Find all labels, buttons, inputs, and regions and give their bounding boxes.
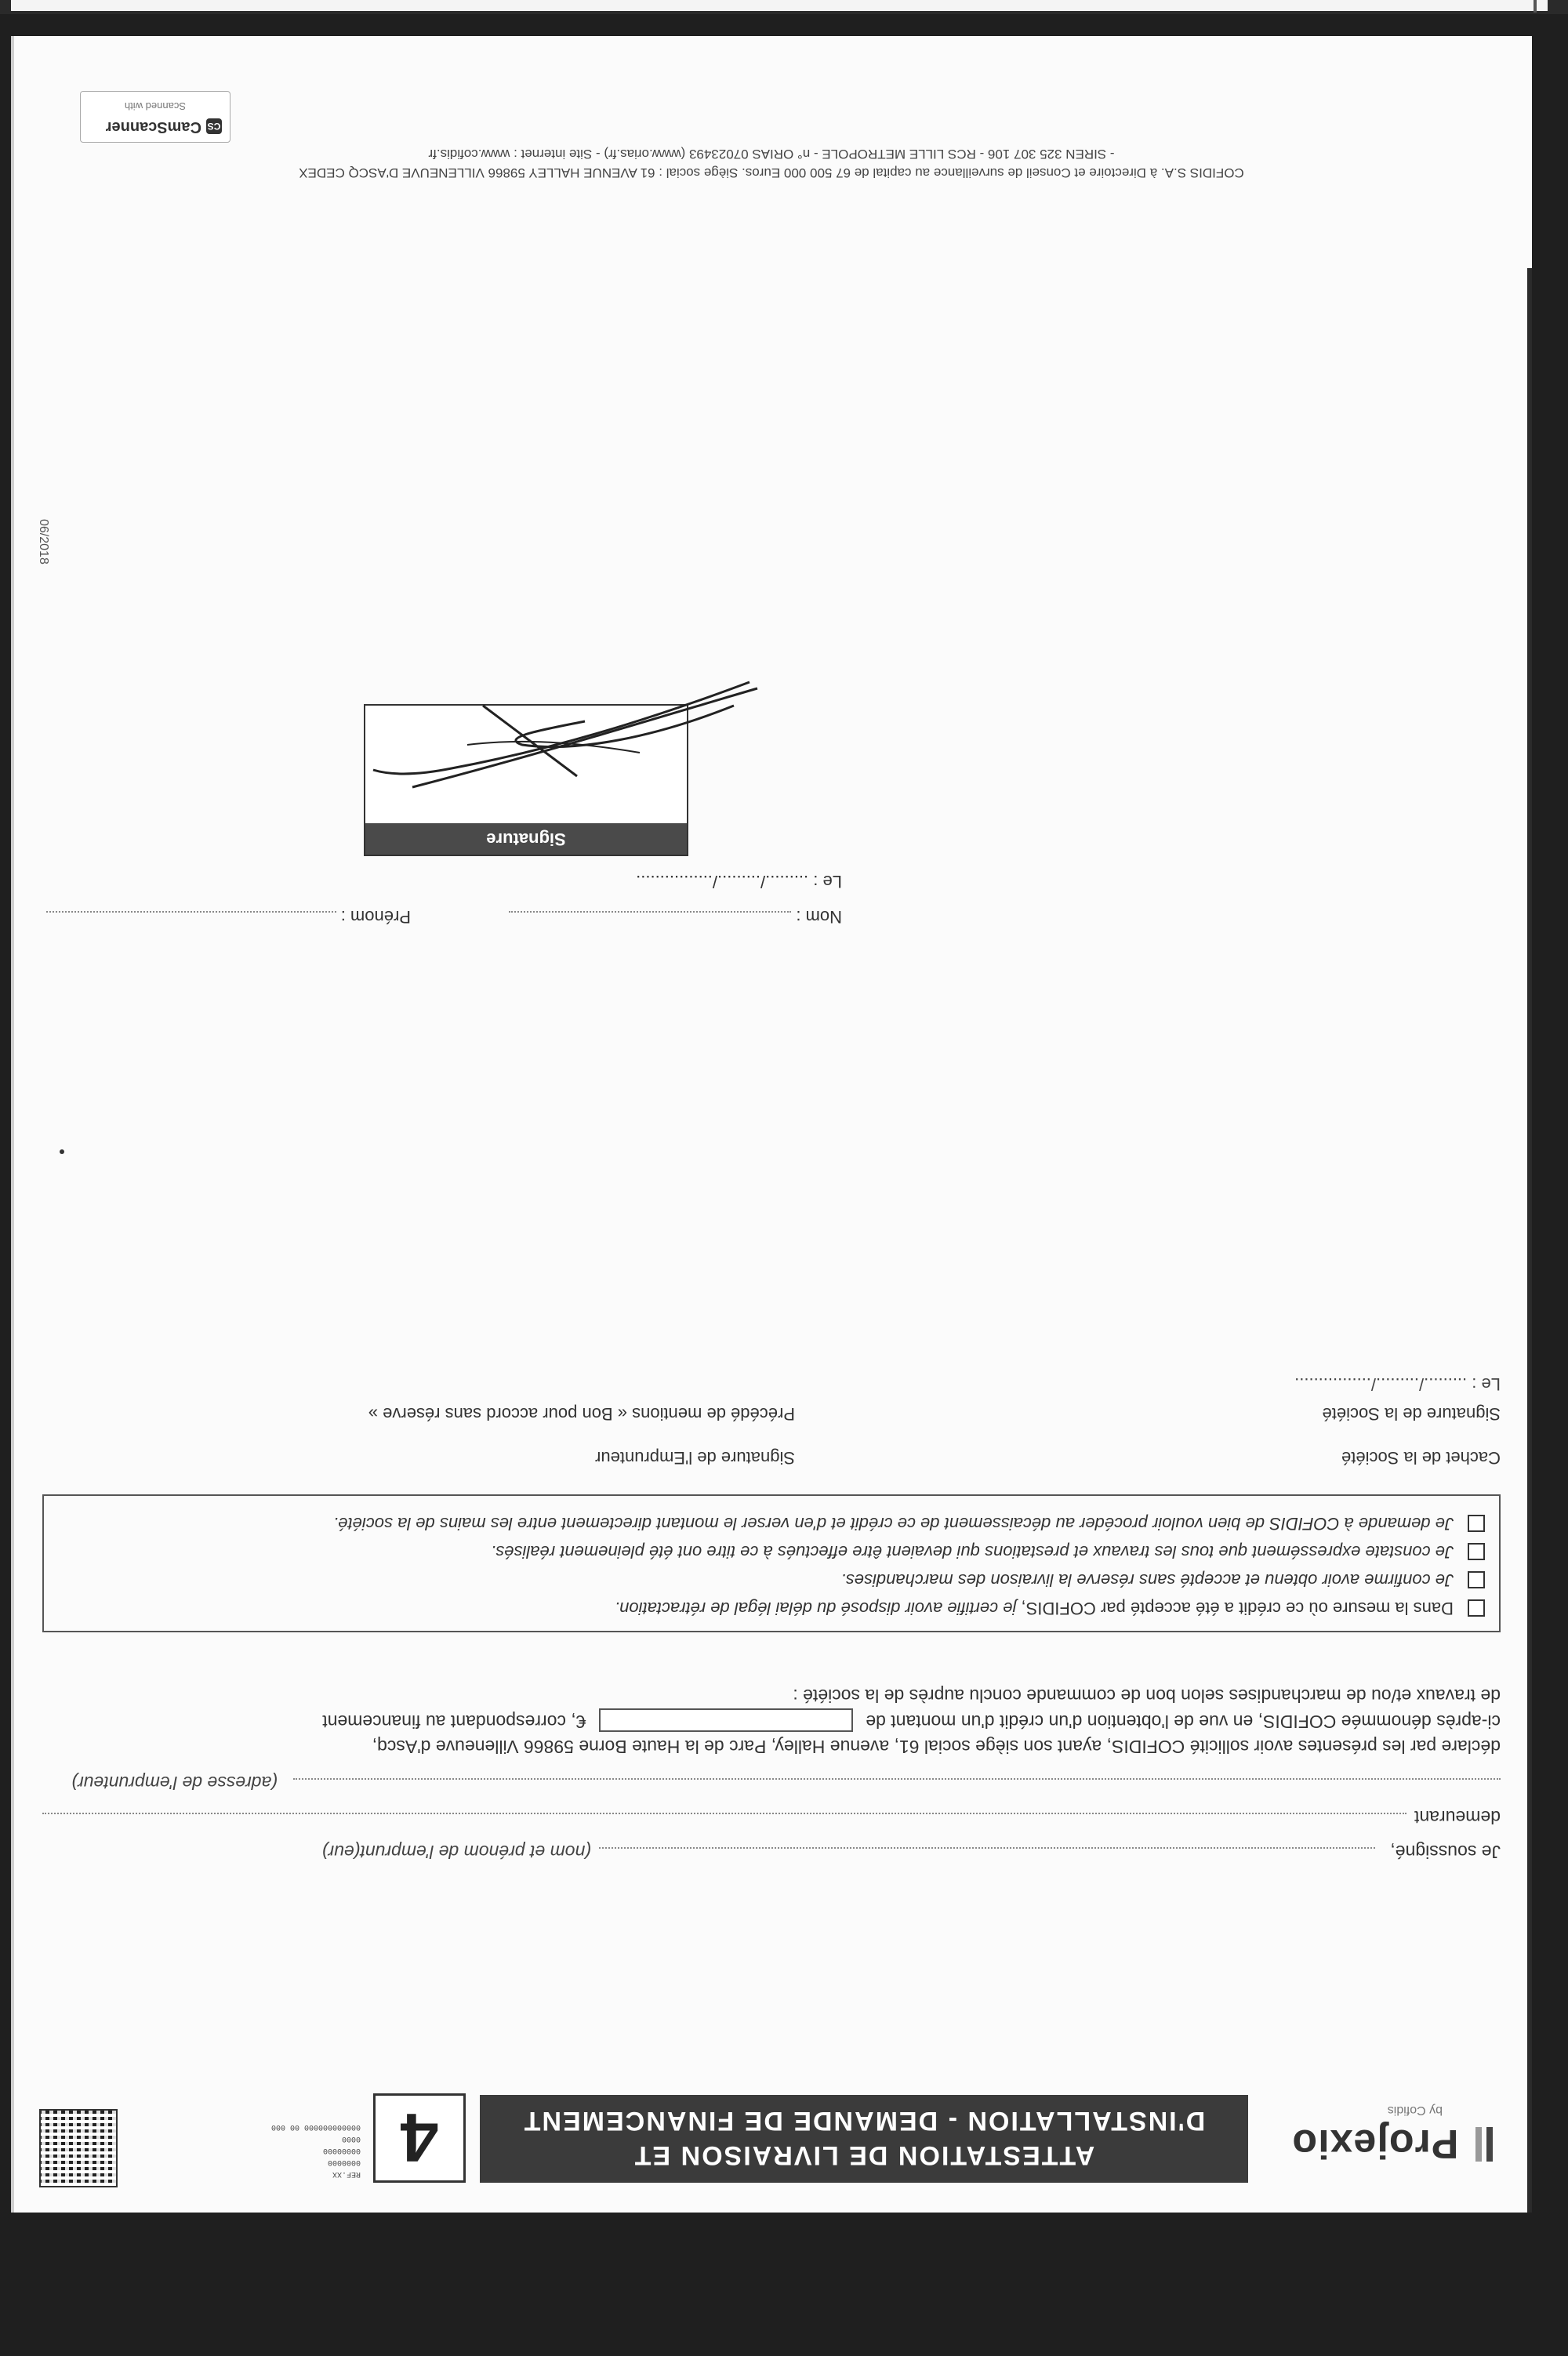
demeurant-label: demeurant	[1414, 1807, 1501, 1828]
demeurant-field[interactable]	[42, 1813, 1406, 1814]
emprunteur-column	[368, 1394, 795, 1468]
checkbox[interactable]	[1468, 1515, 1485, 1532]
check-item-retractation	[58, 1596, 1485, 1620]
camscanner-icon: CS	[206, 118, 222, 134]
declaration-line-2	[42, 1708, 1501, 1734]
handwritten-signature-icon	[342, 674, 781, 862]
reference-codes	[271, 2121, 361, 2180]
check-item-decaissement	[58, 1512, 1485, 1535]
soussigne-row	[42, 1833, 1501, 1868]
cachet-label: Cachet de la Société	[1341, 1448, 1501, 1468]
le-row-2	[636, 871, 842, 891]
mentions-label: Précédé de mentions « Bon pour accord sans réserve »	[368, 1404, 795, 1424]
camscanner-watermark	[80, 91, 230, 143]
signature-box-header: Signature	[365, 823, 687, 855]
ref-line: REF.XX	[332, 2169, 361, 2178]
check-item-livraison	[58, 1568, 1485, 1592]
checkbox[interactable]	[1468, 1599, 1485, 1617]
checkbox[interactable]	[1468, 1543, 1485, 1560]
check-item-text: Je demande à COFIDIS de bien vouloir procéder au décaissement de ce crédit et d'en verser le montant directement entre les mains de la société.	[333, 1514, 1454, 1534]
checkbox[interactable]	[1468, 1571, 1485, 1588]
scan-shadow-edge	[1527, 268, 1532, 2213]
logo-subtitle: by Cofidis	[1387, 2104, 1443, 2117]
declaration-line-1: déclare par les présentes avoir sollicité COFIDIS, ayant son siège social 61, avenue Halley, Parc de la Haute Borne 59866 Villeneuve d'Ascq,	[372, 1737, 1501, 1757]
logo-bar-icon	[1486, 2127, 1493, 2162]
nom-label: Nom :	[796, 907, 842, 927]
date-line	[1294, 1374, 1501, 1394]
check-item-text-italic: je certifie avoir disposé du délai légal de rétractation.	[615, 1599, 1022, 1618]
ref-line: 0000000	[327, 2158, 361, 2166]
le-label: Le :	[813, 872, 842, 891]
title-line-2: D'INSTALLATION - DEMANDE DE FINANCEMENT	[522, 2106, 1206, 2136]
form-number: 4	[400, 2099, 439, 2176]
nom-field[interactable]	[509, 911, 791, 913]
soussigne-label: Je soussigné,	[1390, 1842, 1501, 1862]
check-item-travaux	[58, 1540, 1485, 1563]
signature-box[interactable]	[364, 704, 688, 856]
form-version-date: 06/2018	[37, 519, 50, 564]
adresse-field[interactable]	[293, 1778, 1501, 1780]
check-item-text-roman: Dans la mesure où ce crédit a été accepté par COFIDIS,	[1021, 1599, 1454, 1618]
qr-code-icon	[39, 2109, 118, 2187]
ref-line: 000000000000 00 000	[270, 2122, 361, 2131]
date-blank[interactable]: ........./........./................	[1294, 1374, 1468, 1394]
certification-box	[42, 1494, 1501, 1632]
document-header	[42, 2089, 1501, 2191]
scroll-tick	[1534, 0, 1537, 13]
camscanner-sub: Scanned with	[124, 100, 186, 112]
declaration-line-2-end: €, correspondant au financement	[322, 1712, 586, 1732]
declaration-paragraph	[42, 1683, 1501, 1759]
societe-column	[1294, 1364, 1501, 1468]
viewer-bottom-bar	[0, 2213, 1568, 2356]
credit-amount-field[interactable]	[599, 1708, 853, 1732]
le-label: Le :	[1472, 1374, 1501, 1394]
adresse-hint: (adresse de l'emprunteur)	[71, 1773, 278, 1793]
adresse-row	[42, 1764, 1501, 1799]
legal-footer	[42, 144, 1501, 182]
form-body	[42, 1683, 1501, 1868]
projexio-logo	[1291, 2120, 1493, 2167]
ref-line: 0000	[341, 2134, 361, 2143]
previous-page-strip	[0, 0, 1568, 14]
demeurant-row	[42, 1799, 1501, 1833]
footer-line-2: - SIREN 325 307 106 - RCS LILLE METROPOLE - n° ORIAS 07023493 (www.orias.fr) - Site internet : www.cofidis.fr	[428, 147, 1115, 162]
document-title-banner	[480, 2095, 1248, 2183]
logo-bar-light-icon	[1475, 2127, 1482, 2162]
signature-societe-label: Signature de la Société	[1322, 1404, 1501, 1424]
nom-row	[509, 906, 842, 927]
signature-emprunteur-label: Signature de l'Emprunteur	[595, 1448, 795, 1468]
prenom-field[interactable]	[46, 911, 336, 913]
prenom-label: Prénom :	[340, 907, 411, 927]
declaration-line-3: de travaux et/ou de marchandises selon bon de commande conclu auprès de la société :	[793, 1686, 1501, 1707]
camscanner-name: CamScanner	[105, 118, 201, 136]
title-line-1: ATTESTATION DE LIVRAISON ET	[633, 2140, 1095, 2170]
scan-speck	[60, 1149, 64, 1154]
check-item-text: Je confirme avoir obtenu et accepté sans réserve la livraison des marchandises.	[840, 1570, 1454, 1590]
scan-right-edge	[11, 36, 14, 2213]
declaration-line-2-text: ci-après dénommée COFIDIS, en vue de l'obtention d'un crédit d'un montant de	[866, 1712, 1501, 1732]
previous-page-edge	[11, 0, 1548, 11]
logo-text: Projexio	[1291, 2121, 1459, 2166]
prenom-row	[46, 906, 411, 927]
scanned-document-page	[11, 36, 1532, 2213]
ref-line: 00000000	[322, 2146, 361, 2155]
soussigne-hint: (nom et prénom de l'emprunt(eur)	[321, 1842, 591, 1862]
form-number-box	[373, 2093, 466, 2183]
check-item-text: Je constate expressément que tous les travaux et prestations qui devaient être effectués à ce titre ont été pleinement réalisés.	[491, 1542, 1454, 1562]
date-blank[interactable]: ........./........./................	[636, 872, 809, 891]
footer-line-1: COFIDIS S.A. à Directoire et Conseil de surveillance au capital de 67 500 000 Euros. Siège social : 61 AVENUE HALLEY 59866 VILLENEUVE D'ASCQ CEDEX	[299, 165, 1244, 180]
soussigne-field[interactable]	[599, 1847, 1375, 1849]
